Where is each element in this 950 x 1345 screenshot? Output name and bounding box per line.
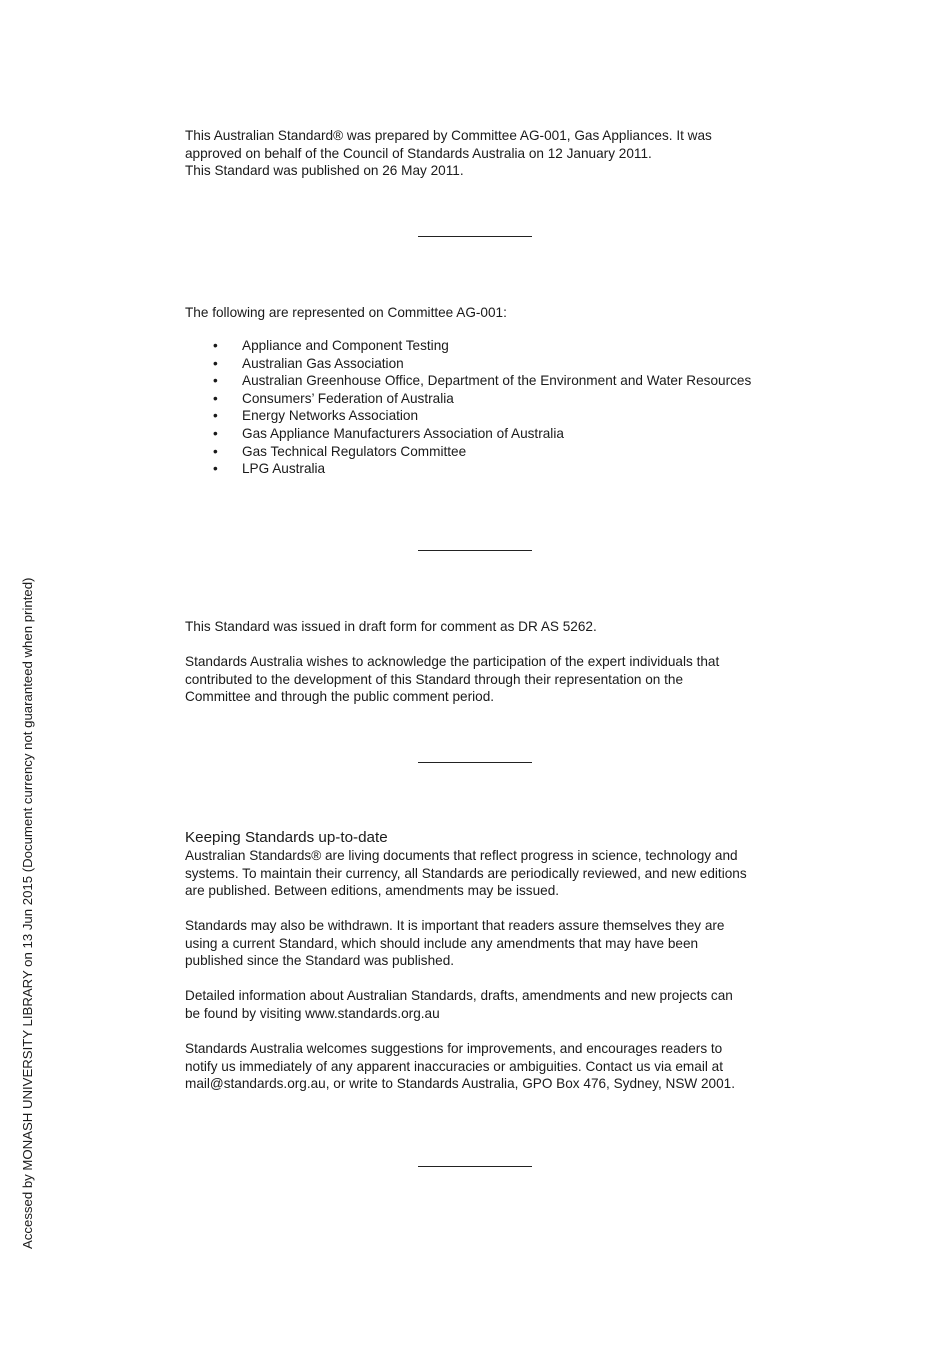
bullet-icon: • <box>213 408 218 424</box>
list-item <box>185 355 785 373</box>
section-divider <box>418 550 532 551</box>
ack-line: Standards Australia wishes to acknowledge the participation of the expert individuals that <box>185 654 720 669</box>
keeping-paragraph-3 <box>185 987 785 1022</box>
member-name: Australian Greenhouse Office, Department of the Environment and Water Resources <box>242 373 752 389</box>
keeping-paragraph-2 <box>185 917 785 970</box>
paragraph-line: mail@standards.org.au, or write to Standards Australia, GPO Box 476, Sydney, NSW 2001. <box>185 1076 736 1092</box>
committee-member-list <box>185 337 785 478</box>
paragraph-line: Australian Standards® are living documents that reflect progress in science, technology and <box>185 848 738 863</box>
committee-intro-text: The following are represented on Committee AG-001: <box>185 305 507 320</box>
section-divider <box>418 236 532 237</box>
draft-notice <box>185 618 785 636</box>
paragraph-line: Standards may also be withdrawn. It is important that readers assure themselves they are <box>185 918 725 933</box>
list-item <box>185 407 785 425</box>
prep-line: This Standard was published on 26 May 2011. <box>185 163 464 179</box>
preparation-notice <box>185 127 785 180</box>
paragraph-line: notify us immediately of any apparent inaccuracies or ambiguities. Contact us via email at <box>185 1058 723 1074</box>
bullet-icon: • <box>213 425 218 441</box>
keeping-paragraph-1 <box>185 847 785 900</box>
section-heading: Keeping Standards up-to-date <box>185 829 388 846</box>
keeping-section <box>185 828 785 847</box>
prep-line: approved on behalf of the Council of Standards Australia on 12 January 2011. <box>185 145 652 161</box>
bullet-icon: • <box>213 338 218 353</box>
list-item <box>185 425 785 443</box>
paragraph-line: be found by visiting www.standards.org.au <box>185 1005 440 1021</box>
keeping-paragraph-4 <box>185 1040 785 1093</box>
member-name: LPG Australia <box>242 461 326 477</box>
member-name: Australian Gas Association <box>242 355 404 371</box>
acknowledgement <box>185 653 785 706</box>
section-divider <box>418 762 532 763</box>
committee-intro <box>185 304 785 322</box>
list-item <box>185 390 785 408</box>
member-name: Gas Appliance Manufacturers Association of Australia <box>242 425 564 441</box>
bullet-icon: • <box>213 355 218 371</box>
ack-line: contributed to the development of this Standard through their representation on the <box>185 671 684 687</box>
paragraph-line: systems. To maintain their currency, all Standards are periodically reviewed, and new editions <box>185 865 747 881</box>
paragraph-line: are published. Between editions, amendments may be issued. <box>185 883 560 899</box>
bullet-icon: • <box>213 373 218 389</box>
ack-line: Committee and through the public comment period. <box>185 689 495 705</box>
list-item <box>185 460 785 478</box>
member-name: Appliance and Component Testing <box>242 338 449 353</box>
bullet-icon: • <box>213 461 218 477</box>
member-name: Energy Networks Association <box>242 408 419 424</box>
paragraph-line: Detailed information about Australian Standards, drafts, amendments and new projects can <box>185 988 733 1003</box>
list-item <box>185 372 785 390</box>
prep-line: This Australian Standard® was prepared by Committee AG-001, Gas Appliances. It was <box>185 128 712 143</box>
paragraph-line: Standards Australia welcomes suggestions for improvements, and encourages readers to <box>185 1041 723 1056</box>
bullet-icon: • <box>213 390 218 406</box>
member-name: Consumers’ Federation of Australia <box>242 390 454 406</box>
bullet-icon: • <box>213 443 218 459</box>
access-watermark: Accessed by MONASH UNIVERSITY LIBRARY on 13 Jun 2015 (Document currency not guaranteed when printed) <box>20 577 35 1249</box>
member-name: Gas Technical Regulators Committee <box>242 443 467 459</box>
list-item <box>185 443 785 461</box>
list-item <box>185 337 785 355</box>
committee-members <box>185 337 785 478</box>
section-divider <box>418 1166 532 1167</box>
paragraph-line: using a current Standard, which should include any amendments that may have been <box>185 935 699 951</box>
draft-issued-text: This Standard was issued in draft form for comment as DR AS 5262. <box>185 619 597 634</box>
paragraph-line: published since the Standard was published. <box>185 953 455 969</box>
